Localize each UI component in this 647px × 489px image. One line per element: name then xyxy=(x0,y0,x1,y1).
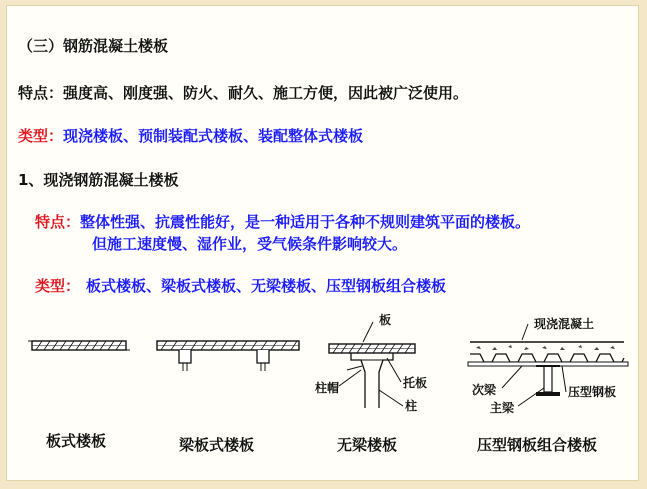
sub-features-label: 特点： xyxy=(35,213,81,231)
caption-beam-slab-floor: 梁板式楼板 xyxy=(179,436,255,454)
types-text: 现浇楼板、预制装配式楼板、装配整体式楼板 xyxy=(63,127,364,145)
composite-steel-deck-diagram xyxy=(462,308,632,418)
label-cast-concrete: 现浇混凝土 xyxy=(534,317,595,331)
label-slab: 板 xyxy=(379,313,392,327)
types-label: 类型： xyxy=(18,127,64,145)
section-heading: （三）钢筋混凝土楼板 xyxy=(18,37,169,55)
label-drop-panel: 托板 xyxy=(403,376,428,390)
types-line xyxy=(18,127,363,145)
sub-features-text-1: 整体性强、抗震性能好，是一种适用于各种不规则建筑平面的楼板。 xyxy=(80,213,531,231)
label-column-cap: 柱帽 xyxy=(315,381,340,395)
sub-types-label: 类型： xyxy=(35,277,81,295)
sub-features-line-1 xyxy=(35,213,530,231)
sub-types-line xyxy=(35,277,446,295)
caption-slab-floor: 板式楼板 xyxy=(46,432,107,450)
label-main-beam: 主梁 xyxy=(490,401,515,415)
label-steel-deck: 压型钢板 xyxy=(568,385,617,399)
features-line: 特点：强度高、刚度强、防火、耐久、施工方便，因此被广泛使用。 xyxy=(18,84,469,102)
label-column: 柱 xyxy=(405,399,418,413)
slab-floor-diagram xyxy=(28,337,130,357)
sub-types-text: 板式楼板、梁板式楼板、无梁楼板、压型钢板组合楼板 xyxy=(86,277,447,295)
flat-slab-diagram xyxy=(307,308,447,418)
sub-features-text-2: 但施工速度慢、湿作业，受气候条件影响较大。 xyxy=(92,235,408,253)
beam-slab-floor-diagram xyxy=(153,337,303,377)
label-secondary-beam: 次梁 xyxy=(472,383,497,397)
caption-composite-floor: 压型钢板组合楼板 xyxy=(477,436,598,454)
slide xyxy=(6,5,639,481)
caption-flat-slab: 无梁楼板 xyxy=(337,436,398,454)
subheading: 1、现浇钢筋混凝土楼板 xyxy=(18,171,179,189)
